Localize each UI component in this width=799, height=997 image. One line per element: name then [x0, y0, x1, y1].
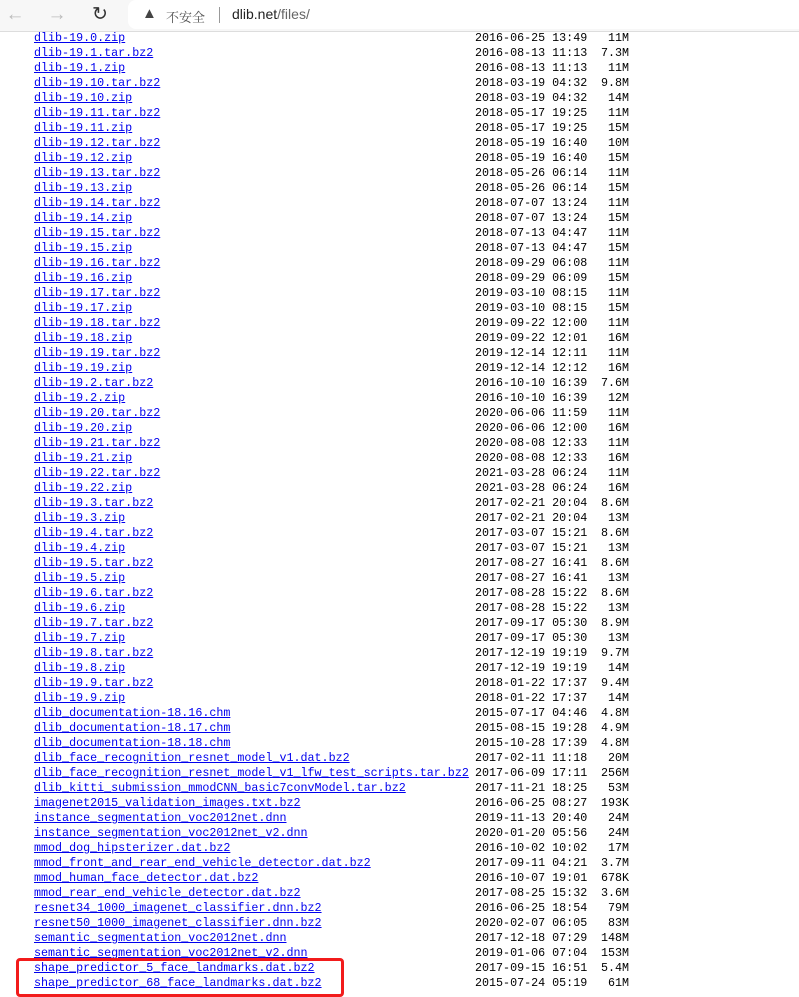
file-size: 3.7M [600, 856, 629, 870]
file-link[interactable]: instance_segmentation_voc2012net.dnn [34, 811, 287, 825]
file-link[interactable]: mmod_human_face_detector.dat.bz2 [34, 871, 259, 885]
file-date: 2019-03-10 08:15 [475, 301, 588, 315]
file-link[interactable]: dlib-19.18.tar.bz2 [34, 316, 161, 330]
file-row [0, 61, 799, 76]
file-date: 2018-01-22 17:37 [475, 691, 588, 705]
file-link[interactable]: dlib-19.7.zip [34, 631, 126, 645]
file-size: 13M [607, 511, 629, 525]
file-row [0, 436, 799, 451]
highlight-box [16, 958, 344, 997]
file-size: 16M [607, 331, 629, 345]
file-date: 2017-08-25 15:32 [475, 886, 588, 900]
file-date: 2019-12-14 12:11 [475, 346, 588, 360]
file-link[interactable]: dlib-19.5.tar.bz2 [34, 556, 154, 570]
forward-button[interactable] [45, 4, 69, 26]
file-link[interactable]: dlib-19.9.tar.bz2 [34, 676, 154, 690]
file-date: 2020-06-06 11:59 [475, 406, 588, 420]
file-size: 5.4M [600, 961, 629, 975]
file-link[interactable]: dlib-19.4.tar.bz2 [34, 526, 154, 540]
file-date: 2018-03-19 04:32 [475, 76, 588, 90]
file-size: 14M [607, 91, 629, 105]
file-link[interactable]: dlib_face_recognition_resnet_model_v1.dat.bz2 [34, 751, 350, 765]
file-link[interactable]: dlib-19.18.zip [34, 331, 133, 345]
file-size: 8.6M [600, 496, 629, 510]
file-row [0, 226, 799, 241]
file-date: 2021-03-28 06:24 [475, 466, 588, 480]
file-link[interactable]: dlib-19.3.zip [34, 511, 126, 525]
file-row [0, 361, 799, 376]
file-size: 9.7M [600, 646, 629, 660]
file-row [0, 466, 799, 481]
file-size: 4.8M [600, 736, 629, 750]
file-row [0, 796, 799, 811]
file-row [0, 736, 799, 751]
file-size: 24M [607, 811, 629, 825]
file-date: 2017-02-21 20:04 [475, 496, 588, 510]
file-row [0, 766, 799, 781]
file-row [0, 706, 799, 721]
file-date: 2017-11-21 18:25 [475, 781, 588, 795]
file-size: 24M [607, 826, 629, 840]
file-date: 2018-09-29 06:09 [475, 271, 588, 285]
file-link[interactable]: dlib-19.5.zip [34, 571, 126, 585]
file-row [0, 826, 799, 841]
file-row [0, 181, 799, 196]
file-size: 13M [607, 631, 629, 645]
file-size: 256M [600, 766, 629, 780]
file-date: 2019-12-14 12:12 [475, 361, 588, 375]
file-date: 2016-10-10 16:39 [475, 376, 588, 390]
file-link[interactable]: dlib_documentation-18.18.chm [34, 736, 231, 750]
file-link[interactable]: dlib-19.17.tar.bz2 [34, 286, 161, 300]
file-link[interactable]: dlib-19.2.zip [34, 391, 126, 405]
file-link[interactable]: dlib_documentation-18.16.chm [34, 706, 231, 720]
file-link[interactable]: dlib-19.21.tar.bz2 [34, 436, 161, 450]
file-link[interactable]: dlib-19.20.zip [34, 421, 133, 435]
file-date: 2017-08-28 15:22 [475, 601, 588, 615]
file-link[interactable]: shape_predictor_68_face_landmarks.dat.bz2 [34, 976, 322, 990]
file-link[interactable]: instance_segmentation_voc2012net_v2.dnn [34, 826, 308, 840]
file-row [0, 301, 799, 316]
file-size: 16M [607, 421, 629, 435]
file-link[interactable]: dlib_documentation-18.17.chm [34, 721, 231, 735]
file-link[interactable]: dlib-19.20.tar.bz2 [34, 406, 161, 420]
file-row [0, 241, 799, 256]
file-link[interactable]: dlib_kitti_submission_mmodCNN_basic7convModel.tar.bz2 [34, 781, 406, 795]
file-date: 2017-12-18 07:29 [475, 931, 588, 945]
file-size: 79M [607, 901, 629, 915]
back-arrow-icon: ← [5, 4, 25, 25]
file-size: 10M [607, 136, 629, 150]
file-link[interactable]: dlib-19.15.zip [34, 241, 133, 255]
file-size: 8.6M [600, 556, 629, 570]
file-link[interactable]: dlib-19.2.tar.bz2 [34, 376, 154, 390]
file-date: 2018-05-17 19:25 [475, 106, 588, 120]
warning-icon[interactable]: ▲ [142, 5, 157, 22]
file-row [0, 556, 799, 571]
file-date: 2016-08-13 11:13 [475, 61, 588, 75]
file-size: 15M [607, 121, 629, 135]
file-size: 7.6M [600, 376, 629, 390]
file-date: 2020-08-08 12:33 [475, 436, 588, 450]
file-link[interactable]: mmod_rear_end_vehicle_detector.dat.bz2 [34, 886, 301, 900]
file-row [0, 601, 799, 616]
file-row [0, 511, 799, 526]
file-size: 11M [607, 286, 629, 300]
file-date: 2019-09-22 12:00 [475, 316, 588, 330]
file-date: 2017-03-07 15:21 [475, 526, 588, 540]
file-link[interactable]: dlib-19.12.tar.bz2 [34, 136, 161, 150]
file-size: 17M [607, 841, 629, 855]
file-date: 2016-08-13 11:13 [475, 46, 588, 60]
file-row [0, 136, 799, 151]
url-text[interactable] [232, 6, 310, 22]
file-size: 53M [607, 781, 629, 795]
file-date: 2017-09-17 05:30 [475, 616, 588, 630]
file-row [0, 586, 799, 601]
file-size: 15M [607, 301, 629, 315]
reload-icon: ↻ [92, 4, 108, 25]
file-row [0, 271, 799, 286]
file-date: 2015-07-17 04:46 [475, 706, 588, 720]
file-date: 2018-05-26 06:14 [475, 166, 588, 180]
file-size: 7.3M [600, 46, 629, 60]
file-date: 2018-05-26 06:14 [475, 181, 588, 195]
file-link[interactable]: dlib-19.19.zip [34, 361, 133, 375]
insecure-label[interactable]: 不安全 [166, 10, 206, 25]
file-date: 2018-07-07 13:24 [475, 211, 588, 225]
file-date: 2019-11-13 20:40 [475, 811, 588, 825]
file-date: 2020-08-08 12:33 [475, 451, 588, 465]
file-date: 2017-08-28 15:22 [475, 586, 588, 600]
file-link[interactable]: mmod_dog_hipsterizer.dat.bz2 [34, 841, 231, 855]
file-link[interactable]: dlib-19.21.zip [34, 451, 133, 465]
file-size: 153M [600, 946, 629, 960]
file-link[interactable]: dlib_face_recognition_resnet_model_v1_lfw_test_scripts.tar.bz2 [34, 766, 469, 780]
file-row [0, 721, 799, 736]
file-date: 2019-03-10 08:15 [475, 286, 588, 300]
browser-toolbar [0, 0, 799, 32]
forward-arrow-icon: → [47, 4, 67, 25]
file-row [0, 886, 799, 901]
file-link[interactable]: resnet50_1000_imagenet_classifier.dnn.bz2 [34, 916, 322, 930]
file-date: 2020-02-07 06:05 [475, 916, 588, 930]
file-size: 14M [607, 691, 629, 705]
file-link[interactable]: dlib-19.4.zip [34, 541, 126, 555]
file-link[interactable]: resnet34_1000_imagenet_classifier.dnn.bz2 [34, 901, 322, 915]
file-date: 2018-09-29 06:08 [475, 256, 588, 270]
file-row [0, 451, 799, 466]
file-row [0, 751, 799, 766]
file-date: 2017-02-21 20:04 [475, 511, 588, 525]
file-size: 678K [600, 871, 629, 885]
file-row [0, 811, 799, 826]
file-row [0, 691, 799, 706]
file-size: 11M [607, 31, 629, 45]
file-size: 8.6M [600, 586, 629, 600]
file-size: 16M [607, 361, 629, 375]
file-date: 2018-03-19 04:32 [475, 91, 588, 105]
file-size: 16M [607, 451, 629, 465]
file-size: 13M [607, 601, 629, 615]
file-link[interactable]: shape_predictor_5_face_landmarks.dat.bz2 [34, 961, 315, 975]
file-row [0, 256, 799, 271]
file-row [0, 121, 799, 136]
file-row [0, 616, 799, 631]
file-size: 13M [607, 571, 629, 585]
file-link[interactable]: dlib-19.8.zip [34, 661, 126, 675]
file-date: 2017-09-11 04:21 [475, 856, 588, 870]
file-date: 2018-05-17 19:25 [475, 121, 588, 135]
file-row [0, 421, 799, 436]
file-link[interactable]: dlib-19.17.zip [34, 301, 133, 315]
file-size: 13M [607, 541, 629, 555]
file-link[interactable]: dlib-19.11.tar.bz2 [34, 106, 161, 120]
file-date: 2021-03-28 06:24 [475, 481, 588, 495]
file-size: 83M [607, 916, 629, 930]
file-row [0, 481, 799, 496]
file-row [0, 901, 799, 916]
file-listing [0, 31, 799, 991]
divider [219, 7, 220, 23]
file-row [0, 631, 799, 646]
file-size: 148M [600, 931, 629, 945]
file-row [0, 646, 799, 661]
file-link[interactable]: dlib-19.1.tar.bz2 [34, 46, 154, 60]
file-row [0, 376, 799, 391]
file-size: 14M [607, 661, 629, 675]
file-size: 3.6M [600, 886, 629, 900]
file-date: 2019-09-22 12:01 [475, 331, 588, 345]
file-date: 2015-07-24 05:19 [475, 976, 588, 990]
file-link[interactable]: dlib-19.11.zip [34, 121, 133, 135]
file-link[interactable]: dlib-19.7.tar.bz2 [34, 616, 154, 630]
file-link[interactable]: dlib-19.22.zip [34, 481, 133, 495]
file-size: 15M [607, 211, 629, 225]
file-size: 8.6M [600, 526, 629, 540]
file-date: 2016-06-25 18:54 [475, 901, 588, 915]
file-date: 2018-05-19 16:40 [475, 136, 588, 150]
file-date: 2016-06-25 08:27 [475, 796, 588, 810]
file-date: 2018-07-13 04:47 [475, 241, 588, 255]
file-date: 2017-09-15 16:51 [475, 961, 588, 975]
file-row [0, 31, 799, 46]
file-date: 2017-03-07 15:21 [475, 541, 588, 555]
file-date: 2018-07-13 04:47 [475, 226, 588, 240]
file-link[interactable]: dlib-19.13.tar.bz2 [34, 166, 161, 180]
file-row [0, 316, 799, 331]
reload-button[interactable] [88, 4, 112, 26]
file-link[interactable]: dlib-19.8.tar.bz2 [34, 646, 154, 660]
file-row [0, 676, 799, 691]
file-date: 2015-08-15 19:28 [475, 721, 588, 735]
file-link[interactable]: dlib-19.16.tar.bz2 [34, 256, 161, 270]
file-link[interactable]: dlib-19.14.zip [34, 211, 133, 225]
file-date: 2017-09-17 05:30 [475, 631, 588, 645]
file-link[interactable]: dlib-19.6.zip [34, 601, 126, 615]
file-date: 2015-10-28 17:39 [475, 736, 588, 750]
file-date: 2016-10-07 19:01 [475, 871, 588, 885]
file-date: 2018-07-07 13:24 [475, 196, 588, 210]
file-date: 2018-01-22 17:37 [475, 676, 588, 690]
file-row [0, 841, 799, 856]
file-row [0, 541, 799, 556]
file-size: 8.9M [600, 616, 629, 630]
file-date: 2016-06-25 13:49 [475, 31, 588, 45]
file-row [0, 196, 799, 211]
file-date: 2020-06-06 12:00 [475, 421, 588, 435]
file-row [0, 46, 799, 61]
file-link[interactable]: mmod_front_and_rear_end_vehicle_detector.dat.bz2 [34, 856, 371, 870]
file-date: 2020-01-20 05:56 [475, 826, 588, 840]
file-link[interactable]: semantic_segmentation_voc2012net.dnn [34, 931, 287, 945]
file-link[interactable]: dlib-19.0.zip [34, 31, 126, 45]
file-size: 61M [607, 976, 629, 990]
file-size: 11M [607, 316, 629, 330]
file-size: 11M [607, 256, 629, 270]
file-date: 2017-12-19 19:19 [475, 646, 588, 660]
file-date: 2016-10-10 16:39 [475, 391, 588, 405]
file-link[interactable]: imagenet2015_validation_images.txt.bz2 [34, 796, 301, 810]
file-size: 9.8M [600, 76, 629, 90]
file-row [0, 91, 799, 106]
file-size: 15M [607, 151, 629, 165]
file-size: 4.9M [600, 721, 629, 735]
file-size: 15M [607, 181, 629, 195]
file-row [0, 871, 799, 886]
file-link[interactable]: dlib-19.13.zip [34, 181, 133, 195]
file-date: 2017-02-11 11:18 [475, 751, 588, 765]
file-date: 2017-08-27 16:41 [475, 556, 588, 570]
file-link[interactable]: dlib-19.15.tar.bz2 [34, 226, 161, 240]
file-date: 2017-06-09 17:11 [475, 766, 588, 780]
file-row [0, 106, 799, 121]
file-row [0, 496, 799, 511]
file-row [0, 526, 799, 541]
file-link[interactable]: semantic_segmentation_voc2012net_v2.dnn [34, 946, 308, 960]
file-link[interactable]: dlib-19.14.tar.bz2 [34, 196, 161, 210]
file-row [0, 286, 799, 301]
file-size: 15M [607, 241, 629, 255]
file-link[interactable]: dlib-19.12.zip [34, 151, 133, 165]
file-row [0, 571, 799, 586]
file-row [0, 76, 799, 91]
file-size: 11M [607, 61, 629, 75]
file-row [0, 211, 799, 226]
file-size: 11M [607, 166, 629, 180]
file-date: 2017-12-19 19:19 [475, 661, 588, 675]
file-link[interactable]: dlib-19.22.tar.bz2 [34, 466, 161, 480]
file-size: 11M [607, 436, 629, 450]
file-row [0, 781, 799, 796]
file-link[interactable]: dlib-19.9.zip [34, 691, 126, 705]
file-date: 2018-05-19 16:40 [475, 151, 588, 165]
url-host: dlib.net [232, 6, 278, 22]
file-row [0, 406, 799, 421]
file-size: 15M [607, 271, 629, 285]
back-button[interactable] [3, 4, 27, 26]
file-row [0, 151, 799, 166]
file-size: 11M [607, 346, 629, 360]
file-link[interactable]: dlib-19.19.tar.bz2 [34, 346, 161, 360]
file-size: 4.8M [600, 706, 629, 720]
file-row [0, 391, 799, 406]
file-size: 193K [600, 796, 629, 810]
file-row [0, 331, 799, 346]
file-row [0, 916, 799, 931]
file-size: 11M [607, 466, 629, 480]
file-size: 20M [607, 751, 629, 765]
address-bar[interactable] [128, 0, 799, 29]
file-date: 2017-08-27 16:41 [475, 571, 588, 585]
file-date: 2016-10-02 10:02 [475, 841, 588, 855]
file-size: 12M [607, 391, 629, 405]
file-link[interactable]: dlib-19.16.zip [34, 271, 133, 285]
file-link[interactable]: dlib-19.10.zip [34, 91, 133, 105]
file-row [0, 661, 799, 676]
file-size: 11M [607, 226, 629, 240]
file-size: 11M [607, 106, 629, 120]
file-link[interactable]: dlib-19.10.tar.bz2 [34, 76, 161, 90]
file-link[interactable]: dlib-19.3.tar.bz2 [34, 496, 154, 510]
file-row [0, 346, 799, 361]
url-path: /files/ [277, 6, 310, 22]
file-row [0, 166, 799, 181]
file-link[interactable]: dlib-19.6.tar.bz2 [34, 586, 154, 600]
file-link[interactable]: dlib-19.1.zip [34, 61, 126, 75]
file-size: 16M [607, 481, 629, 495]
file-row [0, 931, 799, 946]
file-size: 11M [607, 196, 629, 210]
file-size: 11M [607, 406, 629, 420]
file-row [0, 856, 799, 871]
file-size: 9.4M [600, 676, 629, 690]
file-date: 2019-01-06 07:04 [475, 946, 588, 960]
